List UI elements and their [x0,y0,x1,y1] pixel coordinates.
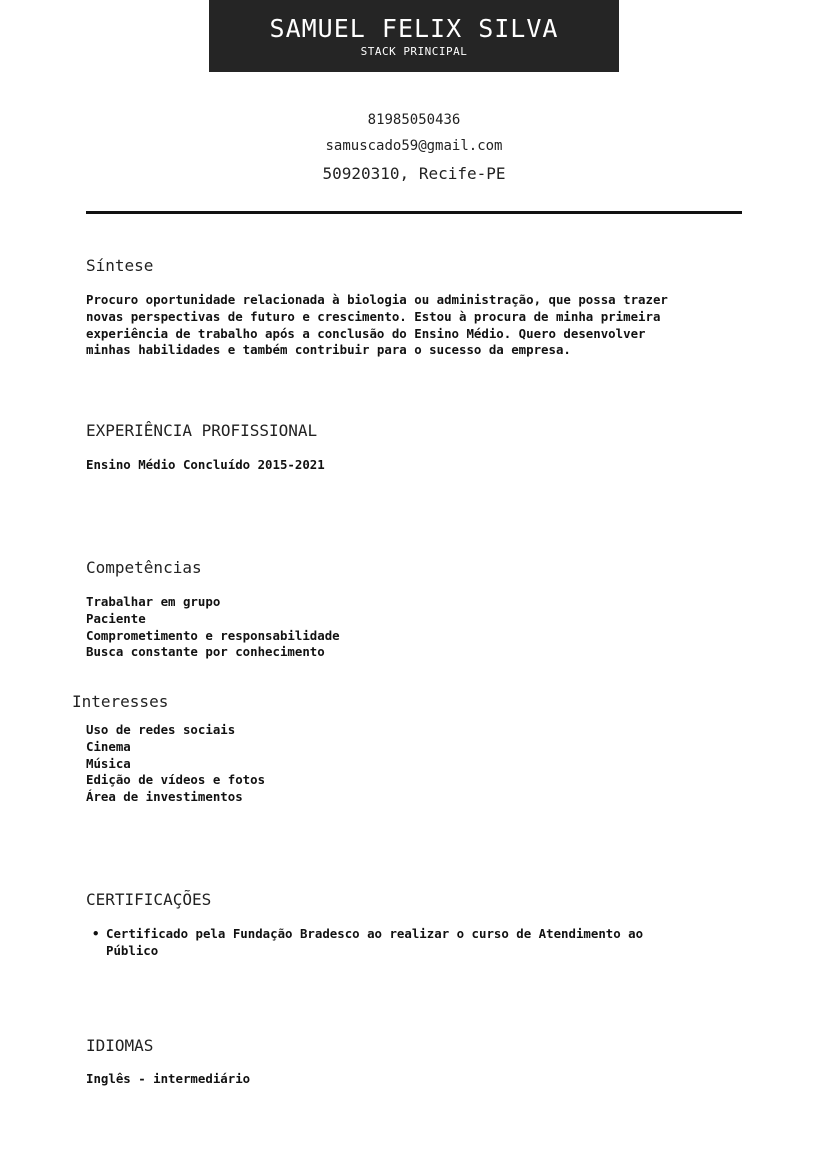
sintese-line: novas perspectivas de futuro e crescimento. Estou à procura de minha primeira [86,308,661,324]
section-title-experiencia: EXPERIÊNCIA PROFISSIONAL [86,421,318,440]
experiencia-item: Ensino Médio Concluído 2015-2021 [86,457,325,472]
competencias-list [86,594,736,661]
certificacao-line: Público [106,942,159,958]
contact-email: samuscado59@gmail.com [325,138,503,154]
competencia-item: Trabalhar em grupo [86,594,221,609]
experiencia-list [86,457,736,474]
interesse-item: Edição de vídeos e fotos [86,772,266,788]
competencia-item: Comprometimento e responsabilidade [86,627,340,643]
section-title-idiomas: IDIOMAS [86,1036,154,1055]
candidate-name: SAMUEL FELIX SILVA [269,14,559,43]
section-title-certificacoes: CERTIFICAÇÕES [86,890,212,909]
competencia-item: Busca constante por conhecimento [86,644,325,660]
interesse-item: Cinema [86,738,131,754]
sintese-line: Procuro oportunidade relacionada à biologia ou administração, que possa trazer [86,292,668,307]
idiomas-list [86,1071,736,1088]
competencia-item: Paciente [86,610,146,626]
list-item [86,926,726,960]
idioma-item: Inglês - intermediário [86,1071,251,1086]
section-title-sintese: Síntese [86,256,154,275]
interesse-item: Uso de redes sociais [86,722,236,737]
bullet-icon: • [92,926,100,941]
sintese-paragraph [86,292,736,359]
interesse-item: Área de investimentos [86,789,243,805]
header-divider [86,211,742,214]
interesses-list [86,722,736,806]
certificacoes-list [86,926,726,960]
contact-address: 50920310, Recife-PE [322,164,506,183]
sintese-line: minhas habilidades e também contribuir para o sucesso da empresa. [86,342,571,358]
contact-phone: 81985050436 [367,112,461,128]
section-title-interesses: Interesses [72,692,169,711]
candidate-subtitle: STACK PRINCIPAL [360,45,468,58]
certificacao-line: Certificado pela Fundação Bradesco ao realizar o curso de Atendimento ao [106,926,644,941]
interesse-item: Música [86,755,131,771]
sintese-line: experiência de trabalho após a conclusão do Ensino Médio. Quero desenvolver [86,325,646,341]
section-title-competencias: Competências [86,558,202,577]
resume-header [209,0,619,72]
